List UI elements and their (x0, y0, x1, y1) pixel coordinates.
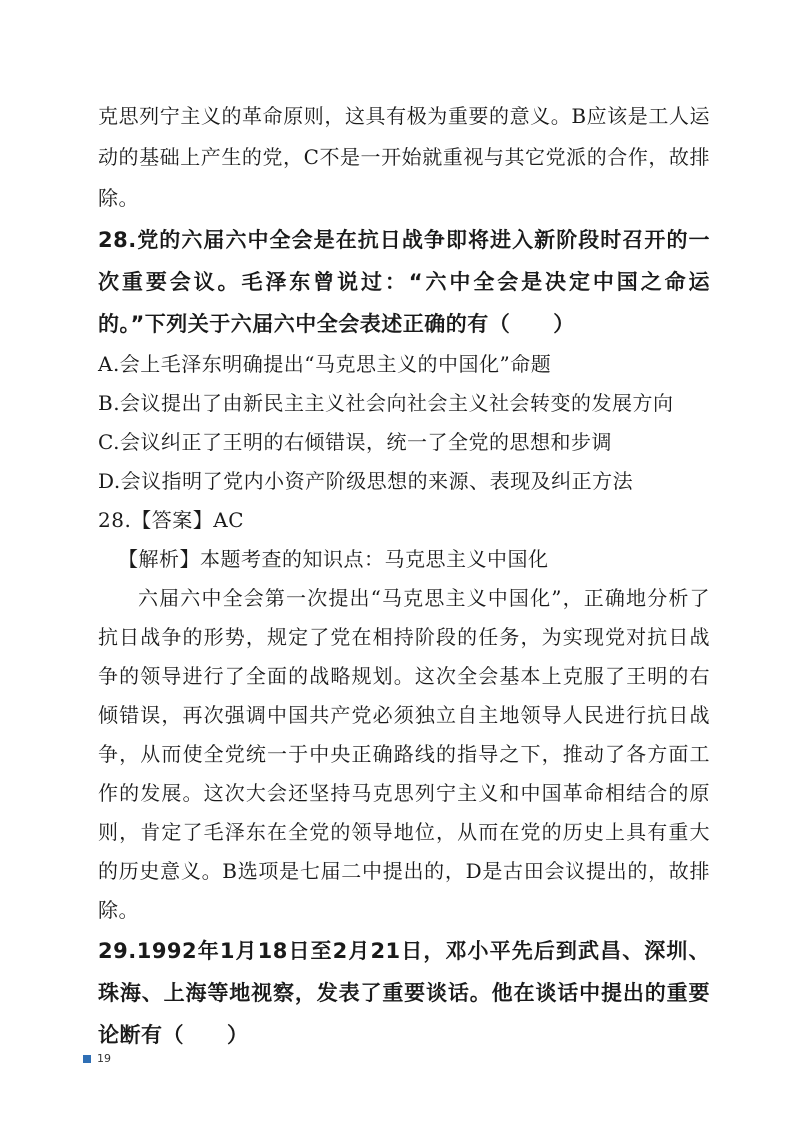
question-28-option-b: B.会议提出了由新民主主义社会向社会主义社会转变的发展方向 (98, 391, 674, 415)
question-29-stem: 29.1992年1月18日至2月21日，邓小平先后到武昌、深圳、珠海、上海等地视察，发表了重要谈话。他在谈话中提出的重要论断有（ ） (98, 939, 710, 1047)
question-29 (98, 930, 710, 1056)
question-28-stem: 28.党的六届六中全会是在抗日战争即将进入新阶段时召开的一次重要会议。毛泽东曾说过：“六中全会是决定中国之命运的。”下列关于六届六中全会表述正确的有（ ） (98, 228, 710, 336)
page-content (98, 96, 710, 1056)
intro-paragraph: 克思列宁主义的革命原则，这具有极为重要的意义。B应该是工人运动的基础上产生的党，C不是一开始就重视与其它党派的合作，故排除。 (98, 104, 710, 210)
question-28-analysis-heading: 【解析】本题考查的知识点：马克思主义中国化 (118, 547, 549, 571)
question-28-answer: 28.【答案】AC (98, 508, 245, 532)
question-28-option-c: C.会议纠正了王明的右倾错误，统一了全党的思想和步调 (98, 430, 612, 454)
page-footer (83, 1052, 111, 1065)
page-number: 19 (97, 1052, 111, 1065)
question-28-option-a: A.会上毛泽东明确提出“马克思主义的中国化”命题 (98, 352, 552, 376)
question-28-option-d: D.会议指明了党内小资产阶级思想的来源、表现及纠正方法 (98, 469, 634, 493)
footer-square-icon (83, 1055, 91, 1063)
question-28 (98, 219, 710, 930)
question-28-analysis-body: 六届六中全会第一次提出“马克思主义中国化”，正确地分析了抗日战争的形势，规定了党在相持阶段的任务，为实现党对抗日战争的领导进行了全面的战略规划。这次全会基本上克服了王明的右倾错误，再次强调中国共产党必须独立自主地领导人民进行抗日战争，从而使全党统一于中央正确路线的指导之下，推动了各方面工作的发展。这次大会还坚持马克思列宁主义和中国革命相结合的原则，肯定了毛泽东在全党的领导地位，从而在党的历史上具有重大的历史意义。B选项是七届二中提出的，D是古田会议提出的，故排除。 (98, 586, 710, 922)
